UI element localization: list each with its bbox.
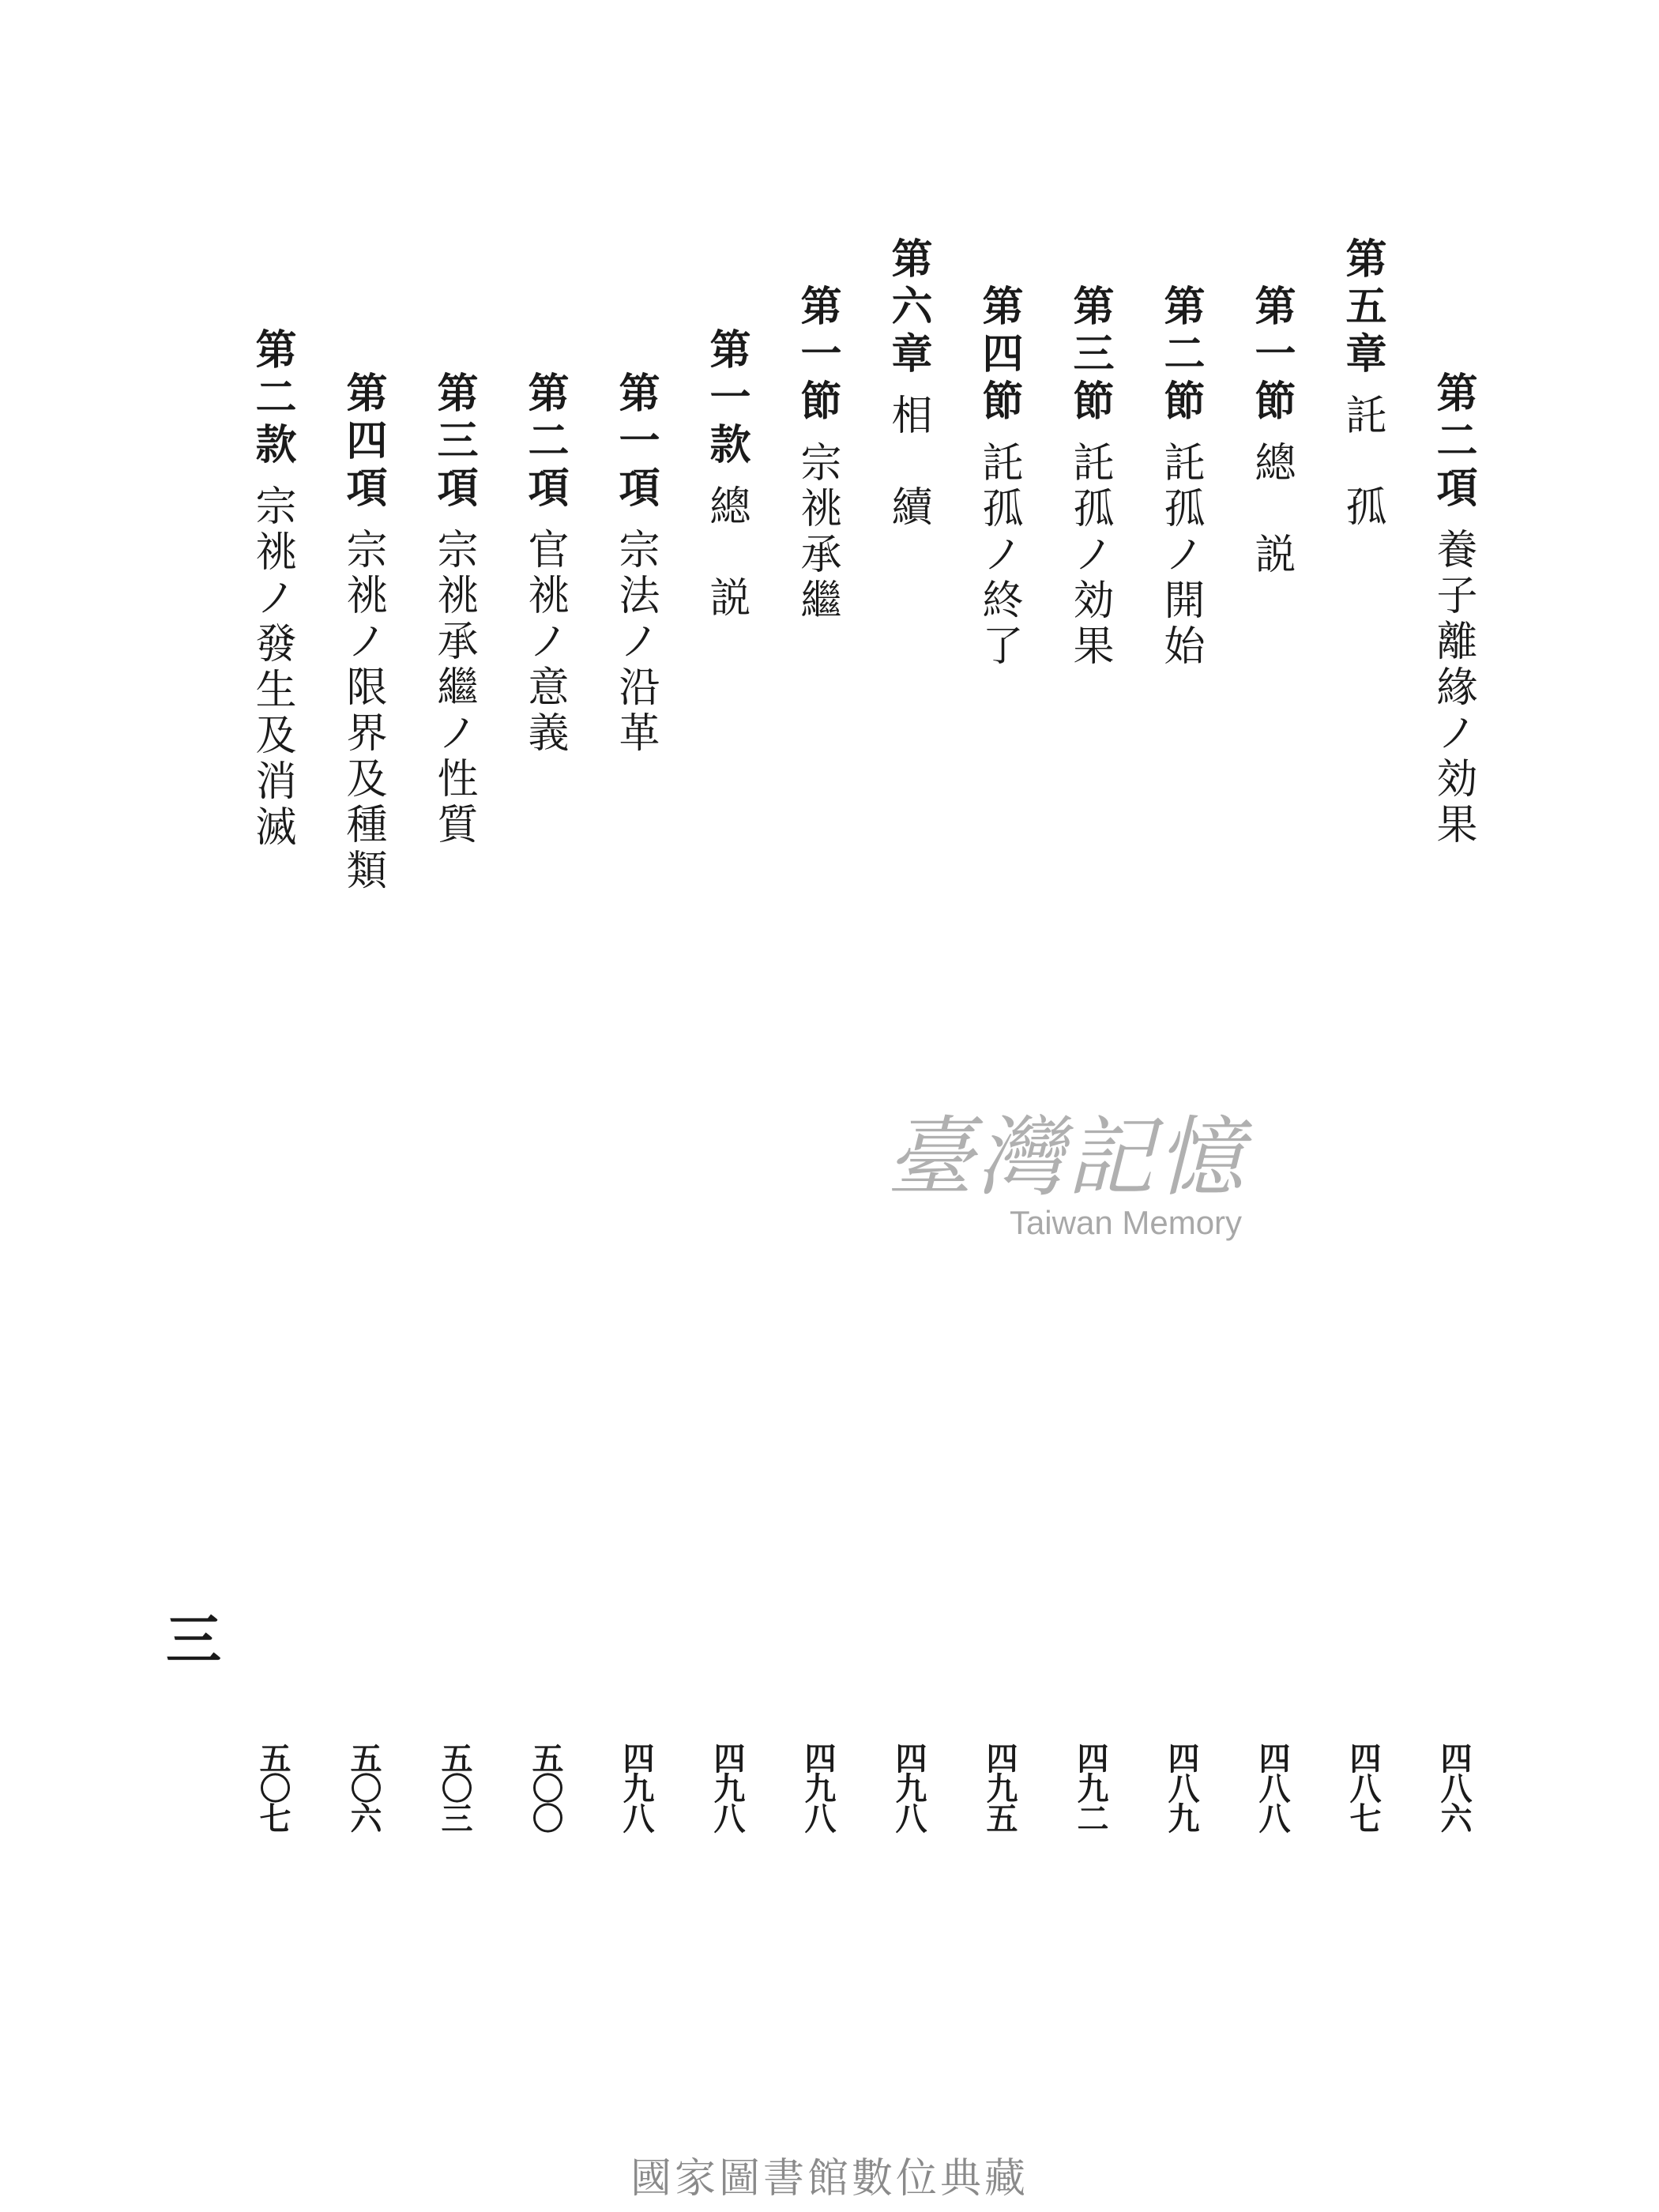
page-number: 四八九 [1163, 1742, 1200, 1832]
entry-title: 總 説 [702, 484, 750, 622]
entry-label: 第一節 [793, 284, 841, 427]
page-number: 四九五 [981, 1742, 1018, 1832]
entry-label: 第四項 [339, 371, 387, 514]
entry-label: 第一款 [702, 328, 750, 470]
entry-title: 宗祧承繼ノ性質 [430, 528, 477, 848]
entry-label: 第六章 [884, 237, 932, 379]
toc-entry [695, 328, 757, 622]
toc-entry [1240, 284, 1302, 578]
entry-label: 第三項 [430, 371, 478, 514]
page-number: 四九八 [709, 1742, 746, 1832]
entry-title: 託孤ノ効果 [1066, 441, 1113, 670]
page-number: 四八六 [1435, 1742, 1473, 1832]
entry-label: 第一節 [1247, 284, 1296, 427]
toc-entry [1422, 371, 1484, 848]
entry-title: 宗祧承繼 [793, 441, 841, 624]
page-number: 四八八 [1254, 1742, 1291, 1832]
entry-label: 第五章 [1338, 237, 1386, 379]
entry-title: 宗祧ノ發生及消滅 [248, 484, 295, 851]
entry-title: 託 孤 [1338, 393, 1386, 531]
entry-label: 第二款 [248, 328, 296, 470]
entry-title: 託孤ノ開始 [1157, 441, 1204, 670]
toc-entry [1059, 284, 1120, 670]
watermark [830, 1106, 1304, 1242]
toc-entry [877, 237, 939, 531]
page-number: 五〇六 [345, 1742, 382, 1832]
entry-title: 託孤ノ終了 [975, 441, 1022, 670]
page-number: 五〇七 [254, 1742, 292, 1832]
page-number: 四九二 [1072, 1742, 1109, 1832]
entry-label: 第二項 [1429, 371, 1477, 514]
footer-credit: 國家圖書館數位典藏 [630, 2155, 1029, 2203]
toc-entry [1331, 237, 1393, 531]
page-number: 四九八 [890, 1742, 927, 1832]
toc-entry [423, 371, 484, 848]
entry-label: 第二節 [1157, 284, 1205, 427]
entry-label: 第三節 [1066, 284, 1114, 427]
entry-title: 養子離緣ノ効果 [1429, 528, 1477, 848]
page-number: 五〇〇 [527, 1742, 564, 1832]
toc-entry [604, 371, 666, 757]
entry-title: 官祧ノ意義 [521, 528, 568, 757]
page-number: 四九八 [799, 1742, 837, 1832]
folio-number: 三 [166, 1607, 221, 1672]
watermark-subtitle: Taiwan Memory [1009, 1204, 1243, 1241]
entry-title: 宗法ノ沿革 [611, 528, 659, 757]
page-number: 四八七 [1345, 1742, 1382, 1832]
toc-entry [514, 371, 575, 757]
toc-entry [241, 328, 303, 851]
entry-label: 第一項 [611, 371, 660, 514]
entry-title: 宗祧ノ限界及種類 [339, 528, 386, 894]
watermark-logo-text: 臺灣記憶 [886, 1107, 1247, 1208]
entry-label: 第二項 [521, 371, 569, 514]
entry-title: 總 説 [1247, 441, 1295, 578]
entry-label: 第四節 [975, 284, 1023, 427]
toc-entry [1149, 284, 1211, 670]
page-number: 五〇三 [436, 1742, 473, 1832]
toc-entry [786, 284, 848, 624]
page-number: 四九八 [618, 1742, 655, 1832]
entry-title: 相 續 [884, 393, 931, 531]
toc-entry [968, 284, 1029, 670]
toc-entry [332, 371, 393, 894]
